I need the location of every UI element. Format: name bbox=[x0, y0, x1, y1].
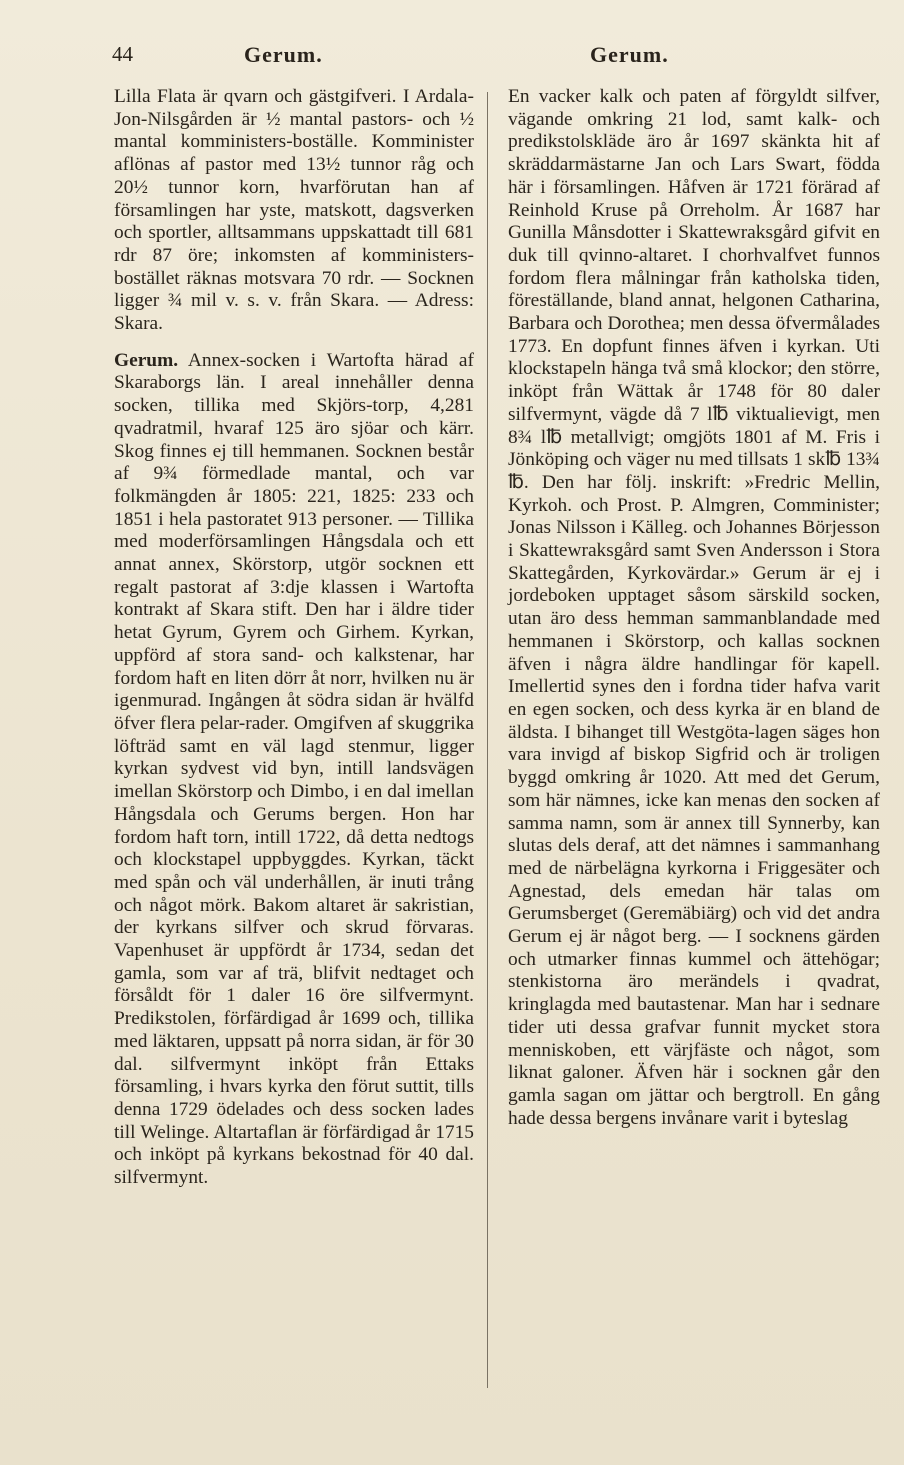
column-divider bbox=[487, 92, 488, 1388]
paragraph-lilla-flata: Lilla Flata är qvarn och gästgifveri. I Ardala-Jon-Nilsgården är ½ mantal pastors- och ½ mantal komministers-boställe. Komminister aflönas af pastor med 13½ tunnor råg och 20½ tunnor korn, hvarförutan han af församlingen har yste, matskott, dagsverken och sportler, alltsammans uppskattadt till 681 rdr 87 öre; inkomsten af komministers-bostället räknas motsvara 70 rdr. — Socknen ligger ¾ mil v. s. v. från Skara. — Adress: Skara. bbox=[114, 86, 474, 335]
page-number: 44 bbox=[112, 42, 133, 66]
paragraph-church-inventory: En vacker kalk och paten af förgyldt silfver, vägande omkring 21 lod, samt kalk- och predikstolskläde äro år 1697 skänkta hit af skräddarmästarne Jan och Lars Swart, födda här i församlingen. Håfven är 1721 förärad af Reinhold Kruse på Orreholm. År 1687 har Gunilla Månsdotter i Skattewraksgård gifvit en duk till qvinno-altaret. I chorhvalfvet funnos fordom flera målningar från katholska tiden, föreställande, bland annat, helgonen Catharina, Barbara och Dorothea; men dessa öfvermålades 1773. En dopfunt finnes äfven i kyrkan. Uti klockstapeln hänga två små klockor; den större, inköpt från Wättak år 1748 för 80 daler silfvermynt, vägde då 7 l℔ viktualievigt, men 8¾ l℔ metallvigt; omgjöts 1801 af M. Fris i Jönköping och väger nu med tillsats 1 sk℔ 13¾ ℔. Den har följ. inskrift: »Fredric Mellin, Kyrkoh. och Prost. P. Almgren, Comminister; Jonas Nilsson i Källeg. och Johannes Börjesson i Skattewraksgård samt Sven Andersson i Stora Skattegården, Kyrkovärdar.» Gerum är ej i jordeboken upptaget såsom särskild socken, utan äro dess hemman sammanblandade med hemmanen i Skörstorp, och kallas socknen äfven i några äldre handlingar för kapell. Imellertid synes den i fordna tider hafva varit en egen socken, och dess kyrka är en bland de äldsta. I bihanget till Westgöta-lagen säges hon vara invigd af biskop Sigfrid och är troligen byggd omkring år 1020. Att med det Gerum, som här nämnes, icke kan menas den socken af samma namn, som är annex till Synnerby, kan slutas dels deraf, att det nämnes i sammanhang med de närbelägna kyrkorna i Friggesäter och Agnestad, dels emedan här talas om Gerumsberget (Geremäbiärg) och vid det andra Gerum ej är något berg. — I socknens gärden och utmarker finnas kummel och ättehögar; stenkistorna äro merändels i qvadrat, kringlagda med bautastenar. Man har i sednare tider uti dessa grafvar funnit mycket stora menniskoben, ett värjfäste och något, som liknat galoner. Äfven här i socknen går den gamla sagan om jättar och bergtroll. En gång hade dessa bergens invånare varit i byteslag bbox=[508, 86, 880, 1129]
entry-heading-gerum: Gerum. bbox=[114, 349, 179, 371]
right-column bbox=[508, 86, 880, 1130]
running-head-left: Gerum. bbox=[244, 42, 323, 67]
entry-text-gerum: Annex-socken i Wartofta härad af Skaraborgs län. I areal innehåller denna socken, tillika med Skjörs-torp, 4,281 qvadratmil, hvaraf 125 äro sjöar och kärr. Skog finnes ej till hemmanen. Socknen består af 9¾ förmedlade mantal, och var folkmängden år 1805: 221, 1825: 233 och 1851 i hela pastoratet 913 personer. — Tillika med moderförsamlingen Hångsdala och ett annat annex, Skörstorp, utgör socknen ett regalt pastorat af 3:dje klassen i Wartofta kontrakt af Skara stift. Den har i äldre tider hetat Gyrum, Gyrem och Girhem. Kyrkan, uppförd af stora sand- och kalkstenar, har fordom haft en liten dörr åt norr, hvilken nu är igenmurad. Ingången åt södra sidan är hvälfd öfver flera pelar-rader. Omgifven af skuggrika löfträd samt en väl lagd stenmur, ligger kyrkan sydvest vid byn, intill landsvägen imellan Skörstorp och Dimbo, i en dal imellan Hångsdala och Gerums bergen. Hon har fordom haft torn, intill 1722, då detta nedtogs och klockstapel uppbyggdes. Kyrkan, täckt med spån och väl underhållen, är inuti trång och något mörk. Bakom altaret är sakristian, der kyrkans silfver och skrud förvaras. Vapenhuset är uppfördt år 1734, sedan det gamla, som var af trä, blifvit nedtaget och försåldt för 1 daler 16 öre silfvermynt. Predikstolen, förfärdigad år 1699 och, tillika med läktaren, uppsatt på norra sidan, är för 30 dal. silfvermynt inköpt från Ettaks församling, i hvars kyrka den förut suttit, tills denna 1729 ödelades och dess socken lades till Welinge. Altartaflan är förfärdigad år 1715 och inköpt på kyrkans bekostnad för 40 dal. silfvermynt. bbox=[114, 349, 474, 1189]
left-column bbox=[114, 86, 474, 1190]
running-head-right: Gerum. bbox=[590, 42, 669, 67]
paragraph-gerum-entry bbox=[114, 350, 474, 1190]
